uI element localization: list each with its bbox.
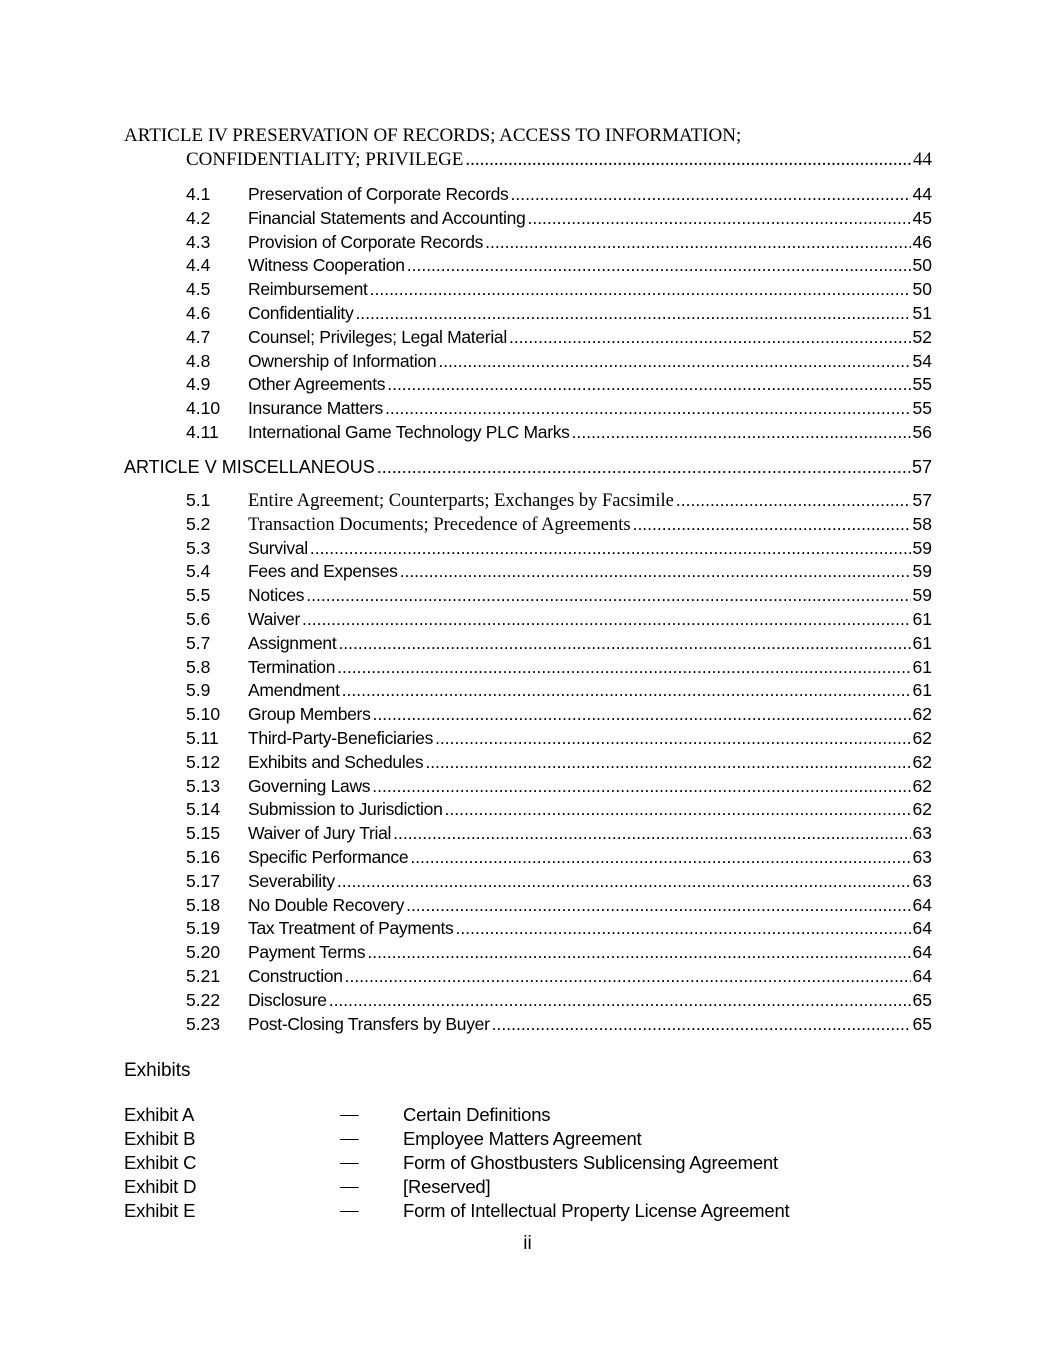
toc-row: [186, 798, 932, 822]
section-number: 4.8: [186, 350, 211, 371]
section-title: Survival: [248, 537, 308, 558]
section-number: 4.4: [186, 255, 211, 276]
section-number: 5.10: [186, 704, 221, 725]
section-number: 4.1: [186, 184, 211, 204]
toc-row: [186, 421, 932, 445]
dot-leader: [367, 941, 910, 965]
toc-row: [186, 775, 932, 799]
dot-leader: [511, 183, 911, 207]
section-title: Notices: [248, 585, 305, 606]
section-page: 50: [912, 255, 932, 276]
section-number: 4.10: [186, 398, 221, 419]
toc-row: [186, 727, 932, 751]
article-5-heading: [124, 455, 932, 479]
dot-leader: [329, 989, 911, 1013]
dot-leader: [373, 703, 911, 727]
em-dash: —: [340, 1177, 359, 1197]
page-number: ii: [523, 1233, 532, 1254]
section-title: Specific Performance: [248, 846, 409, 867]
toc-row: [186, 608, 932, 632]
dot-leader: [406, 894, 910, 918]
section-title: Insurance Matters: [248, 398, 383, 419]
section-page: 63: [912, 846, 932, 867]
section-page: 56: [912, 421, 932, 442]
section-number: 5.9: [186, 680, 211, 701]
section-title: Transaction Documents; Precedence of Agreements: [248, 514, 631, 535]
section-title: Severability: [248, 870, 335, 891]
section-title: Tax Treatment of Payments: [248, 918, 454, 939]
dot-leader: [465, 148, 911, 172]
section-title: Preservation of Corporate Records: [248, 184, 509, 204]
section-title: Exhibits and Schedules: [248, 751, 424, 772]
section-number: 4.9: [186, 374, 211, 395]
section-page: 62: [912, 799, 932, 820]
toc-row: [186, 822, 932, 846]
dot-leader: [485, 231, 910, 255]
exhibit-row: [124, 1127, 924, 1151]
section-number: 5.5: [186, 585, 211, 606]
toc-row: [186, 679, 932, 703]
exhibit-label: Exhibit E: [124, 1200, 196, 1221]
toc-row: [186, 703, 932, 727]
dot-leader: [633, 513, 911, 537]
section-number: 5.14: [186, 799, 221, 820]
dot-leader: [400, 560, 911, 584]
dot-leader: [393, 822, 910, 846]
section-number: 5.18: [186, 894, 221, 915]
toc-row: [186, 302, 932, 326]
article-4-heading-line2: CONFIDENTIALITY; PRIVILEGE: [186, 149, 464, 170]
section-page: 51: [912, 302, 932, 323]
toc-row: [186, 965, 932, 989]
section-page: 55: [912, 374, 932, 395]
dot-leader: [527, 207, 910, 231]
toc-row: [186, 894, 932, 918]
exhibit-description: Employee Matters Agreement: [403, 1128, 642, 1149]
article-5-section-list: [186, 489, 932, 1036]
section-title: Counsel; Privileges; Legal Material: [248, 326, 507, 347]
em-dash: —: [340, 1105, 359, 1125]
exhibit-list: [124, 1103, 924, 1223]
article-4-page: 44: [913, 149, 932, 170]
section-page: 59: [912, 585, 932, 606]
exhibit-description: Certain Definitions: [403, 1104, 551, 1125]
dot-leader: [410, 846, 910, 870]
section-page: 62: [912, 751, 932, 772]
dot-leader: [377, 455, 910, 479]
dot-leader: [676, 489, 911, 513]
dot-leader: [572, 421, 911, 445]
section-title: Post-Closing Transfers by Buyer: [248, 1013, 490, 1034]
section-title: Witness Cooperation: [248, 255, 405, 276]
toc-row: [186, 846, 932, 870]
toc-row: [186, 183, 932, 207]
section-number: 5.6: [186, 608, 211, 629]
exhibit-description: Form of Intellectual Property License Agreement: [403, 1200, 790, 1221]
exhibits-title: Exhibits: [124, 1060, 191, 1081]
toc-row: [186, 917, 932, 941]
section-title: Assignment: [248, 632, 337, 653]
section-number: 5.4: [186, 561, 211, 582]
section-title: Amendment: [248, 680, 340, 701]
section-number: 5.15: [186, 823, 221, 844]
section-title: Construction: [248, 965, 343, 986]
toc-row: [186, 489, 932, 513]
exhibit-label: Exhibit A: [124, 1104, 195, 1125]
dot-leader: [310, 537, 911, 561]
section-title: Fees and Expenses: [248, 561, 398, 582]
section-page: 58: [912, 513, 932, 534]
section-number: 5.16: [186, 846, 221, 867]
dot-leader: [355, 302, 910, 326]
section-number: 5.12: [186, 751, 221, 772]
toc-row: [186, 989, 932, 1013]
exhibit-description: Form of Ghostbusters Sublicensing Agreement: [403, 1152, 778, 1173]
dot-leader: [385, 397, 911, 421]
section-page: 64: [912, 918, 932, 939]
exhibit-label: Exhibit D: [124, 1176, 197, 1197]
toc-row: [186, 373, 932, 397]
section-number: 5.23: [186, 1013, 221, 1034]
section-page: 65: [912, 989, 932, 1010]
dot-leader: [438, 350, 910, 374]
section-number: 5.19: [186, 918, 221, 939]
dot-leader: [445, 798, 911, 822]
toc-row: [186, 350, 932, 374]
toc-row: [186, 513, 932, 537]
section-title: International Game Technology PLC Marks: [248, 421, 570, 442]
section-page: 62: [912, 775, 932, 796]
toc-row: [186, 870, 932, 894]
toc-row: [186, 584, 932, 608]
section-number: 4.5: [186, 279, 211, 300]
section-page: 63: [912, 823, 932, 844]
article-5-heading-text: ARTICLE V MISCELLANEOUS: [124, 457, 375, 477]
dot-leader: [302, 608, 911, 632]
exhibit-row: [124, 1175, 924, 1199]
section-title: Payment Terms: [248, 942, 366, 963]
section-title: Disclosure: [248, 989, 327, 1010]
section-title: No Double Recovery: [248, 894, 405, 915]
toc-row: [186, 751, 932, 775]
exhibit-row: [124, 1151, 924, 1175]
section-page: 46: [912, 231, 932, 252]
section-number: 4.7: [186, 326, 211, 347]
toc-row: [186, 207, 932, 231]
em-dash: —: [340, 1129, 359, 1149]
section-page: 61: [912, 656, 932, 677]
section-page: 61: [912, 632, 932, 653]
section-title: Other Agreements: [248, 374, 386, 395]
section-number: 5.8: [186, 656, 211, 677]
dot-leader: [509, 326, 911, 350]
section-page: 65: [912, 1013, 932, 1034]
section-number: 5.20: [186, 942, 221, 963]
em-dash: —: [340, 1201, 359, 1221]
dot-leader: [425, 751, 910, 775]
article-4-heading: [124, 124, 932, 172]
section-page: 44: [912, 184, 932, 204]
toc-row: [186, 397, 932, 421]
section-page: 45: [912, 207, 932, 228]
toc-row: [186, 254, 932, 278]
section-page: 59: [912, 537, 932, 558]
exhibit-label: Exhibit B: [124, 1128, 196, 1149]
section-number: 5.11: [186, 727, 219, 748]
section-title: Waiver of Jury Trial: [248, 823, 392, 844]
dot-leader: [372, 775, 910, 799]
section-title: Provision of Corporate Records: [248, 231, 484, 252]
dot-leader: [338, 632, 910, 656]
section-number: 4.3: [186, 231, 211, 252]
dot-leader: [407, 254, 911, 278]
section-number: 4.11: [186, 421, 219, 442]
exhibit-row: [124, 1199, 924, 1223]
dot-leader: [342, 679, 911, 703]
dot-leader: [370, 278, 911, 302]
section-number: 5.3: [186, 537, 211, 558]
dot-leader: [456, 917, 911, 941]
section-page: 64: [912, 894, 932, 915]
section-number: 5.1: [186, 490, 211, 510]
section-page: 61: [912, 680, 932, 701]
section-page: 59: [912, 561, 932, 582]
toc-row: [186, 1013, 932, 1037]
section-page: 54: [912, 350, 932, 371]
toc-row: [186, 278, 932, 302]
dot-leader: [337, 870, 911, 894]
dot-leader: [306, 584, 910, 608]
section-number: 5.21: [186, 965, 221, 986]
em-dash: —: [340, 1153, 359, 1173]
dot-leader: [435, 727, 910, 751]
section-title: Governing Laws: [248, 775, 371, 796]
section-title: Reimbursement: [248, 279, 368, 300]
section-number: 5.13: [186, 775, 221, 796]
section-title: Confidentiality: [248, 302, 354, 323]
section-title: Ownership of Information: [248, 350, 437, 371]
section-title: Group Members: [248, 704, 371, 725]
exhibit-label: Exhibit C: [124, 1152, 197, 1173]
toc-row: [186, 231, 932, 255]
section-title: Third-Party-Beneficiaries: [248, 727, 434, 748]
section-page: 61: [912, 608, 932, 629]
dot-leader: [492, 1013, 911, 1037]
section-page: 57: [912, 490, 932, 510]
section-title: Waiver: [248, 608, 300, 629]
dot-leader: [337, 656, 910, 680]
article-4-heading-line2-row: [124, 148, 932, 172]
exhibit-description: [Reserved]: [403, 1176, 491, 1197]
toc-row: [186, 656, 932, 680]
section-title: Submission to Jurisdiction: [248, 799, 443, 820]
section-number: 4.2: [186, 207, 211, 228]
section-page: 64: [912, 965, 932, 986]
toc-row: [186, 632, 932, 656]
article-5-page: 57: [911, 457, 932, 477]
exhibit-row: [124, 1103, 924, 1127]
article-4-section-list: [186, 183, 932, 445]
article-4-heading-line1: ARTICLE IV PRESERVATION OF RECORDS; ACCESS TO INFORMATION;: [124, 125, 742, 146]
section-number: 5.2: [186, 513, 211, 534]
section-page: 64: [912, 942, 932, 963]
toc-row: [186, 537, 932, 561]
toc-row: [186, 560, 932, 584]
dot-leader: [345, 965, 911, 989]
section-page: 63: [912, 870, 932, 891]
section-page: 55: [912, 398, 932, 419]
section-title: Termination: [248, 656, 336, 677]
section-page: 50: [912, 279, 932, 300]
section-number: 4.6: [186, 302, 211, 323]
section-page: 52: [912, 326, 932, 347]
dot-leader: [387, 373, 910, 397]
section-title: Entire Agreement; Counterparts; Exchanges by Facsimile: [248, 491, 674, 511]
section-number: 5.7: [186, 632, 211, 653]
toc-row: [186, 326, 932, 350]
section-page: 62: [912, 704, 932, 725]
section-number: 5.17: [186, 870, 221, 891]
section-number: 5.22: [186, 989, 221, 1010]
toc-row: [186, 941, 932, 965]
section-title: Financial Statements and Accounting: [248, 207, 526, 228]
section-page: 62: [912, 727, 932, 748]
